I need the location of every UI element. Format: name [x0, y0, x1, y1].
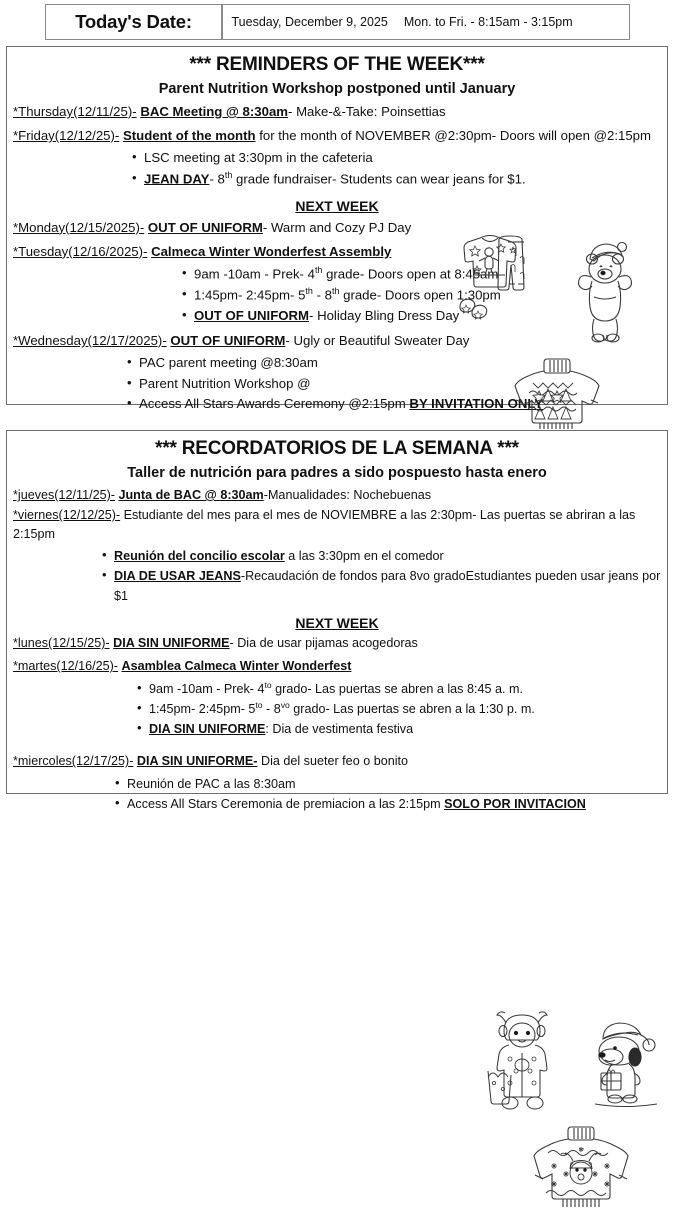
list-item [182, 306, 667, 326]
english-monday-line [7, 218, 667, 237]
viernes-detail: Estudiante del mes para el mes de NOVIEMBRE a las 2:30pm- Las puertas se abriran a las 2:15pm [13, 508, 636, 541]
dia-usar-jeans-label: DIA DE USAR JEANS [114, 568, 241, 583]
tue-b2-b: - 8 [312, 287, 332, 303]
monday-detail: - Warm and Cozy PJ Day [262, 219, 412, 235]
english-wednesday-bullets [127, 353, 667, 414]
english-friday-bullets [132, 148, 667, 189]
list-item [137, 699, 667, 719]
english-tuesday-bullets [182, 264, 667, 326]
list-item [127, 353, 667, 373]
spanish-miercoles-line [7, 752, 667, 770]
lsc-meeting-text: LSC meeting at 3:30pm in the cafeteria [144, 150, 373, 166]
english-reminders-section [6, 46, 668, 412]
spanish-jueves-line [7, 486, 667, 504]
tuesday-date-label: *Tuesday(12/16/2025)- [13, 243, 148, 259]
list-item [137, 719, 667, 739]
mar-b1-b: grado- Las puertas se abren a las 8:45 a. m. [271, 681, 523, 696]
wednesday-date-label: *Wednesday(12/17/2025)- [13, 333, 167, 348]
wed-out-of-uniform-label: OUT OF UNIFORM [170, 333, 286, 348]
junta-bac-label: Junta de BAC @ 8:30am [118, 488, 264, 502]
nutrition-workshop-text: Parent Nutrition Workshop @ [139, 375, 311, 391]
tue-b1-b: grade- Doors open at 8:45am [322, 266, 499, 282]
list-item [132, 169, 667, 190]
mar-b2-ordinal-1: to [255, 700, 263, 710]
miercoles-date-label: *miercoles(12/17/25)- [13, 754, 134, 769]
tue-b2-a: 1:45pm- 2:45pm- 5 [194, 287, 306, 303]
english-section-subtitle: Parent Nutrition Workshop postponed until January [158, 81, 516, 97]
snoopy-santa-gift-icon [585, 1017, 667, 1109]
mar-b2-ordinal-2: vo [280, 700, 290, 710]
spanish-viernes-line [7, 506, 667, 543]
mar-b3-detail: : Dia de vestimenta festiva [265, 722, 414, 737]
english-tuesday-line [7, 242, 667, 261]
friday-detail: for the month of NOVEMBER @2:30pm- Doors will open @2:15pm [259, 128, 652, 144]
jueves-date-label: *jueves(12/11/25)- [13, 488, 115, 502]
solo-por-invitacion-label: SOLO POR INVITACION [444, 796, 586, 811]
list-item [102, 566, 667, 606]
child-reindeer-onesie-icon [490, 1009, 554, 1113]
english-wednesday-line [7, 331, 667, 350]
mar-b1-a: 9am -10am - Prek- 4 [149, 681, 265, 696]
spanish-viernes-bullets [102, 546, 667, 606]
current-date-text: Tuesday, December 9, 2025 [231, 15, 388, 29]
asamblea-wonderfest-label: Asamblea Calmeca Winter Wonderfest [121, 659, 352, 674]
reunion-concilio-label: Reunión del concilio escolar [114, 548, 285, 563]
lunes-detail: - Dia de usar pijamas acogedoras [229, 636, 418, 651]
mar-b2-b: - 8 [262, 702, 281, 717]
jean-day-ordinal: th [224, 169, 233, 180]
spanish-martes-bullets [137, 679, 667, 740]
list-item [182, 285, 667, 306]
tue-out-of-uniform-label: OUT OF UNIFORM [194, 307, 310, 323]
spanish-lunes-line [7, 634, 667, 652]
spanish-section-subtitle: Taller de nutrición para padres a sido pospuesto hasta enero [127, 465, 547, 481]
lunes-dia-sin-uniforme-label: DIA SIN UNIFORME [113, 636, 230, 651]
spanish-martes-line [7, 657, 667, 675]
english-thursday-line [7, 102, 667, 121]
tue-b3-detail: - Holiday Bling Dress Day [309, 307, 460, 323]
tue-b1-ordinal: th [314, 264, 323, 275]
viernes-date-label: *viernes(12/12/25)- [13, 508, 121, 523]
ceremonia-premiacion-text: Access All Stars Ceremonia de premiacion a las 2:15pm [127, 796, 445, 811]
mar-b1-ordinal: to [264, 679, 272, 690]
thursday-detail: - Make-&-Take: Poinsettias [288, 104, 446, 119]
mar-b2-c: grado- Las puertas se abren a la 1:30 p. m. [289, 702, 535, 717]
student-of-month-label: Student of the month [122, 128, 256, 144]
english-next-week-heading: NEXT WEEK [295, 197, 379, 214]
spanish-miercoles-bullets [115, 774, 667, 814]
jueves-detail: -Manualidades: Nochebuenas [263, 488, 432, 502]
mar-b2-a: 1:45pm- 2:45pm- 5 [149, 702, 256, 717]
list-item [182, 264, 667, 285]
wednesday-detail: - Ugly or Beautiful Sweater Day [285, 333, 470, 348]
martes-date-label: *martes(12/16/25)- [13, 659, 118, 674]
ugly-sweater-reindeer-icon [531, 1125, 631, 1211]
by-invitation-only-label: BY INVITATION ONLY [409, 396, 544, 412]
jean-day-detail-a: - 8 [209, 171, 225, 187]
lunes-date-label: *lunes(12/15/25)- [13, 636, 110, 651]
thursday-date-label: *Thursday(12/11/25)- [13, 104, 137, 119]
dia-usar-jeans-detail: -Recaudación de fondos para 8vo gradoEstudiantes pueden usar jeans por $1 [114, 568, 661, 604]
list-item [115, 774, 667, 794]
monday-date-label: *Monday(12/15/2025)- [13, 219, 145, 235]
spanish-section-title: *** RECORDATORIOS DE LA SEMANA *** [155, 438, 519, 459]
mie-dia-sin-uniforme-label: DIA SIN UNIFORME- [136, 754, 258, 769]
tue-b2-c: grade- Doors open 1:30pm [339, 287, 501, 303]
date-bar-values [223, 5, 630, 39]
list-item [132, 148, 667, 168]
english-section-title: *** REMINDERS OF THE WEEK*** [189, 54, 485, 75]
friday-date-label: *Friday(12/12/25)- [13, 128, 120, 144]
todays-date-bar [45, 4, 630, 40]
monday-out-of-uniform-label: OUT OF UNIFORM [147, 219, 263, 235]
spanish-next-week-heading: NEXT WEEK [295, 615, 379, 632]
list-item [115, 794, 667, 814]
list-item [127, 394, 667, 414]
pac-meeting-text: PAC parent meeting @8:30am [139, 355, 318, 371]
school-hours-text: Mon. to Fri. - 8:15am - 3:15pm [403, 15, 573, 29]
miercoles-detail: Dia del sueter feo o bonito [257, 754, 409, 769]
list-item [137, 679, 667, 699]
tue-b1-a: 9am -10am - Prek- 4 [194, 266, 315, 282]
jean-day-detail-b: grade fundraiser- Students can wear jeans for $1. [232, 171, 526, 187]
tue-b2-ordinal-2: th [331, 285, 340, 296]
reunion-concilio-detail: a las 3:30pm en el comedor [284, 548, 444, 563]
mar-dia-sin-uniforme-label: DIA SIN UNIFORME [149, 722, 266, 737]
tue-b2-ordinal-1: th [305, 285, 313, 296]
jean-day-label: JEAN DAY [144, 171, 210, 187]
list-item [127, 374, 667, 394]
spanish-reminders-section [6, 430, 668, 811]
reunion-pac-text: Reunión de PAC a las 8:30am [127, 776, 296, 791]
bac-meeting-label: BAC Meeting @ 8:30am [140, 104, 289, 119]
todays-date-label: Today's Date: [75, 11, 192, 32]
list-item [102, 546, 667, 566]
wonderfest-assembly-label: Calmeca Winter Wonderfest Assembly [151, 243, 392, 259]
english-friday-line [7, 126, 667, 145]
awards-ceremony-text: Access All Stars Awards Ceremony @2:15pm [139, 396, 410, 412]
